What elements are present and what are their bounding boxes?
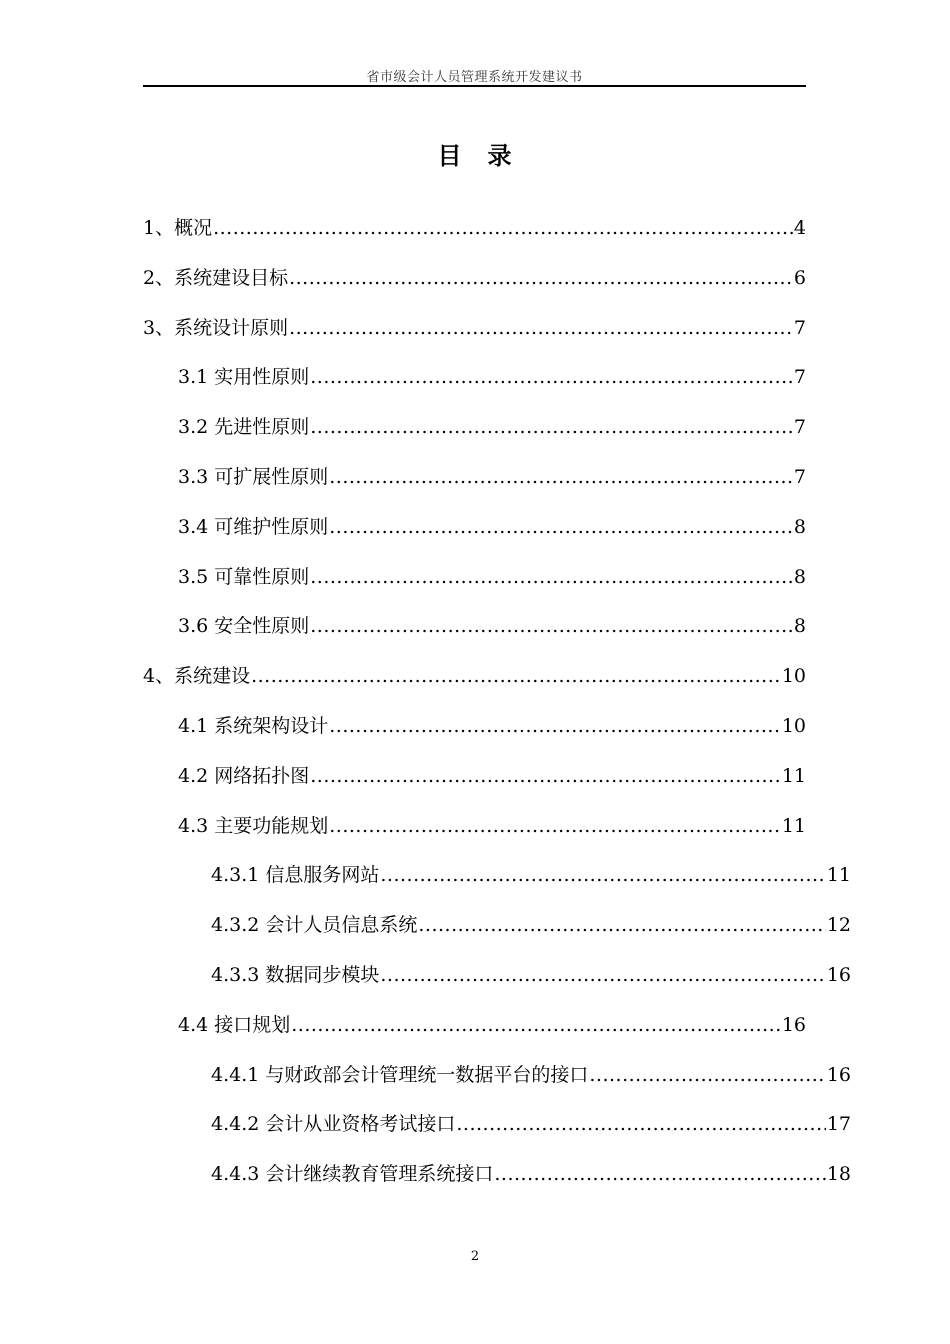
- toc-entry-page-number: 16: [826, 1063, 851, 1086]
- toc-entry-label: 4.4 接口规划: [178, 1013, 291, 1036]
- toc-dot-leader: [418, 901, 825, 951]
- toc-entry-label: 4.3.1 信息服务网站: [211, 864, 380, 887]
- toc-entry[interactable]: [143, 1100, 851, 1150]
- toc-dot-leader: [380, 951, 825, 1001]
- toc-entry-label: 3.3 可扩展性原则: [178, 465, 329, 488]
- toc-entry[interactable]: [143, 1001, 806, 1051]
- toc-entry[interactable]: [143, 204, 806, 254]
- toc-entry-page-number: 8: [793, 565, 806, 588]
- toc-dot-leader: [329, 702, 781, 752]
- toc-dot-leader: [589, 1051, 825, 1101]
- toc-entry-label: 4.3.3 数据同步模块: [211, 963, 380, 986]
- toc-entry-label: 4.2 网络拓扑图: [178, 764, 310, 787]
- toc-dot-leader: [310, 403, 793, 453]
- toc-entry-label: 1、概况: [143, 217, 213, 239]
- toc-entry[interactable]: [143, 652, 806, 702]
- toc-entry-page-number: 11: [781, 814, 806, 837]
- toc-entry-label: 4.1 系统架构设计: [178, 714, 329, 737]
- table-of-contents: [143, 204, 851, 1200]
- toc-entry[interactable]: [143, 702, 806, 752]
- toc-entry[interactable]: [143, 901, 851, 951]
- toc-entry-page-number: 18: [826, 1163, 851, 1186]
- toc-entry-page-number: 10: [781, 665, 806, 688]
- toc-entry-label: 3.4 可维护性原则: [178, 515, 329, 538]
- toc-dot-leader: [456, 1100, 825, 1150]
- toc-entry[interactable]: [143, 553, 806, 603]
- toc-entry-page-number: 17: [826, 1113, 851, 1136]
- toc-entry-label: 4.3 主要功能规划: [178, 814, 329, 837]
- toc-dot-leader: [289, 304, 793, 354]
- toc-entry[interactable]: [143, 602, 806, 652]
- toc-entry[interactable]: [143, 254, 806, 304]
- toc-dot-leader: [310, 602, 793, 652]
- toc-entry-page-number: 7: [793, 366, 806, 389]
- toc-dot-leader: [251, 652, 781, 702]
- toc-dot-leader: [291, 1001, 781, 1051]
- toc-entry-label: 3、系统设计原则: [143, 316, 289, 339]
- toc-entry-page-number: 10: [781, 714, 806, 737]
- document-header-title: 省市级会计人员管理系统开发建议书: [366, 70, 583, 85]
- toc-entry-page-number: 4: [793, 217, 806, 239]
- page-number: 2: [470, 1249, 480, 1264]
- toc-title: 目录: [437, 142, 538, 170]
- toc-dot-leader: [329, 453, 793, 503]
- toc-entry-label: 4.4.2 会计从业资格考试接口: [211, 1113, 456, 1136]
- toc-entry[interactable]: [143, 851, 851, 901]
- toc-entry[interactable]: [143, 1150, 851, 1200]
- toc-dot-leader: [329, 802, 781, 852]
- toc-entry-label: 3.5 可靠性原则: [178, 565, 310, 588]
- toc-dot-leader: [494, 1150, 825, 1200]
- toc-dot-leader: [213, 204, 793, 254]
- toc-entry-page-number: 12: [826, 914, 851, 937]
- toc-dot-leader: [310, 353, 793, 403]
- header-divider: [143, 85, 806, 87]
- toc-entry-page-number: 6: [793, 266, 806, 289]
- toc-entry[interactable]: [143, 403, 806, 453]
- toc-entry-page-number: 16: [826, 963, 851, 986]
- toc-entry-page-number: 7: [793, 316, 806, 339]
- toc-entry-label: 4.3.2 会计人员信息系统: [211, 914, 418, 937]
- toc-dot-leader: [310, 752, 781, 802]
- toc-dot-leader: [289, 254, 793, 304]
- toc-entry-page-number: 8: [793, 615, 806, 638]
- toc-entry-label: 3.2 先进性原则: [178, 416, 310, 439]
- toc-entry-page-number: 8: [793, 515, 806, 538]
- toc-entry-page-number: 16: [781, 1013, 806, 1036]
- toc-entry-page-number: 11: [826, 864, 851, 887]
- toc-entry-label: 3.6 安全性原则: [178, 615, 310, 638]
- toc-entry-page-number: 7: [793, 465, 806, 488]
- toc-entry[interactable]: [143, 353, 806, 403]
- toc-entry-page-number: 11: [781, 764, 806, 787]
- toc-entry[interactable]: [143, 802, 806, 852]
- toc-entry[interactable]: [143, 752, 806, 802]
- toc-entry-label: 2、系统建设目标: [143, 266, 289, 289]
- toc-entry[interactable]: [143, 1051, 851, 1101]
- toc-entry-label: 4、系统建设: [143, 665, 251, 688]
- toc-dot-leader: [380, 851, 825, 901]
- toc-entry-label: 4.4.1 与财政部会计管理统一数据平台的接口: [211, 1063, 589, 1086]
- toc-entry[interactable]: [143, 951, 851, 1001]
- toc-entry[interactable]: [143, 304, 806, 354]
- toc-entry-label: 3.1 实用性原则: [178, 366, 310, 389]
- toc-entry-label: 4.4.3 会计继续教育管理系统接口: [211, 1163, 494, 1186]
- toc-entry[interactable]: [143, 453, 806, 503]
- toc-dot-leader: [310, 553, 793, 603]
- toc-entry[interactable]: [143, 503, 806, 553]
- toc-entry-page-number: 7: [793, 416, 806, 439]
- toc-dot-leader: [329, 503, 793, 553]
